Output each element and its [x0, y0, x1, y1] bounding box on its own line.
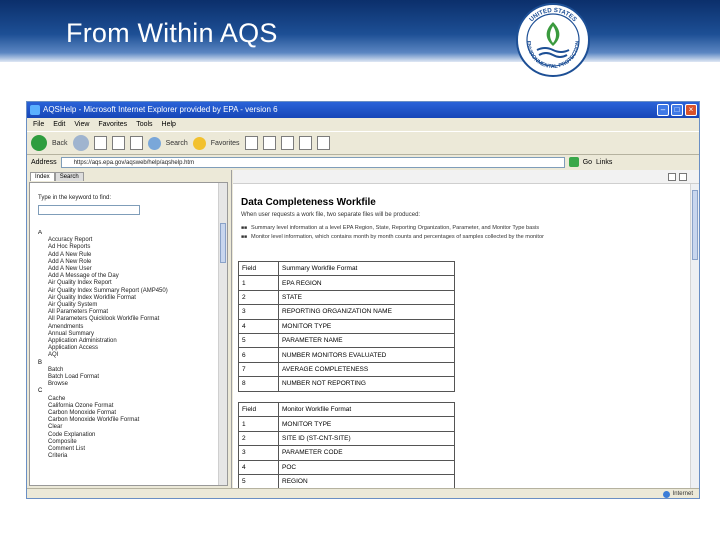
status-zone-label: Internet [672, 491, 693, 497]
table-header-format: Monitor Workfile Format [279, 403, 455, 417]
field-name-cell: PARAMETER CODE [279, 446, 455, 460]
index-item[interactable]: Application Administration [48, 338, 117, 345]
stop-icon[interactable] [94, 136, 107, 150]
menu-file[interactable]: File [33, 121, 45, 128]
index-item[interactable]: Accuracy Report [48, 237, 93, 244]
index-item[interactable]: Browse [48, 381, 69, 388]
go-label[interactable]: Go [582, 158, 593, 166]
index-item[interactable]: Comment List [48, 446, 86, 453]
index-item[interactable]: Amendments [48, 323, 84, 330]
content-scroll-thumb[interactable] [692, 190, 698, 260]
index-item[interactable]: Code Explanation [48, 431, 96, 438]
search-icon[interactable] [148, 137, 161, 150]
index-item[interactable]: Criteria [48, 453, 68, 460]
field-number-cell: 1 [239, 276, 279, 290]
doc-bullet-text: Summary level information at a level EPA Region, State, Reporting Organization, Parameter, and Monitor Type basis [251, 225, 540, 231]
menu-view[interactable]: View [74, 121, 90, 128]
field-number-cell: 1 [239, 417, 279, 431]
index-item[interactable]: Cache [48, 395, 66, 402]
index-item[interactable]: Ad Hoc Reports [48, 244, 91, 251]
index-scrollbar[interactable] [218, 183, 227, 485]
summary-workfile-table [238, 261, 455, 392]
folder-icon[interactable] [317, 136, 330, 150]
table-header-field: Field [239, 403, 279, 417]
doc-title: Data Completeness Workfile [241, 197, 376, 208]
close-button[interactable]: × [685, 104, 697, 116]
tab-index[interactable]: Index [30, 172, 55, 181]
table-header-row [239, 403, 455, 417]
index-item[interactable]: Add A Message of the Day [48, 273, 119, 280]
field-name-cell: MONITOR TYPE [279, 417, 455, 431]
field-name-cell: STATE [279, 290, 455, 304]
index-item[interactable]: Composite [48, 438, 77, 445]
help-content-pane [233, 170, 699, 488]
bullet-icon: ■■ [241, 234, 248, 240]
field-number-cell: 3 [239, 305, 279, 319]
address-input[interactable]: https://aqs.epa.gov/aqsweb/help/aqshelp.htm [61, 157, 565, 168]
home-icon[interactable] [130, 136, 143, 150]
svg-text:UNITED STATES: UNITED STATES [528, 6, 578, 24]
address-label: Address [31, 158, 57, 166]
index-scroll-thumb[interactable] [220, 223, 226, 263]
index-letter-heading: B [38, 359, 43, 366]
field-name-cell: NUMBER MONITORS EVALUATED [279, 348, 455, 362]
window-title: AQSHelp - Microsoft Internet Explorer provided by EPA - version 6 [43, 105, 278, 114]
field-number-cell: 4 [239, 460, 279, 474]
favorites-label[interactable]: Favorites [210, 139, 240, 147]
field-number-cell: 5 [239, 333, 279, 347]
index-item[interactable]: Add A New Role [48, 258, 92, 265]
window-titlebar [27, 102, 699, 118]
index-item[interactable]: Carbon Monoxide Workfile Format [48, 417, 140, 424]
field-name-cell: EPA REGION [279, 276, 455, 290]
status-zone [663, 489, 693, 499]
menu-favorites[interactable]: Favorites [98, 121, 128, 128]
table-row [239, 362, 455, 376]
epa-seal-logo [515, 2, 591, 78]
slide-header [0, 0, 720, 62]
index-list [38, 230, 213, 486]
index-item[interactable]: Add A New Rule [48, 251, 92, 258]
keyword-input[interactable] [38, 205, 140, 215]
table-header-field: Field [239, 262, 279, 276]
address-bar [27, 155, 699, 169]
field-number-cell: 2 [239, 431, 279, 445]
forward-arrow-icon[interactable] [73, 135, 89, 151]
doc-bullet-text: Monitor level information, which contains month by month counts and percentages of samples collected by the monitor [251, 234, 544, 240]
favorites-star-icon[interactable] [193, 137, 206, 150]
index-item[interactable]: Air Quality Index Workfile Format [48, 294, 136, 301]
table-row [239, 446, 455, 460]
help-index-pane [27, 170, 232, 488]
status-bar [27, 488, 699, 499]
menu-edit[interactable]: Edit [53, 121, 66, 128]
field-number-cell: 5 [239, 474, 279, 488]
field-name-cell: SITE ID (ST-CNT-SITE) [279, 431, 455, 445]
table-row [239, 417, 455, 431]
content-toolbar [233, 170, 699, 184]
tab-search[interactable]: Search [55, 172, 84, 181]
index-letter-heading: C [38, 388, 43, 395]
minimize-button[interactable]: – [657, 104, 669, 116]
keyword-label: Type in the keyword to find: [38, 195, 112, 201]
index-item[interactable]: Add A New User [48, 266, 92, 273]
toolbar [27, 131, 699, 155]
index-item[interactable]: Annual Summary [48, 330, 95, 337]
table-row [239, 305, 455, 319]
links-label[interactable]: Links [596, 158, 613, 166]
table-row [239, 333, 455, 347]
doc-bullet [241, 233, 681, 242]
table-header-format: Summary Workfile Format [279, 262, 455, 276]
index-item[interactable]: Air Quality System [48, 302, 98, 309]
menu-bar [27, 118, 699, 131]
menu-tools[interactable]: Tools [136, 121, 153, 128]
content-tool-icons [668, 173, 687, 181]
table-row [239, 276, 455, 290]
index-item[interactable]: Clear [48, 424, 63, 431]
field-number-cell: 8 [239, 377, 279, 391]
maximize-button[interactable]: □ [671, 104, 683, 116]
index-letter-heading: A [38, 230, 43, 236]
index-pane-body [29, 182, 228, 486]
back-arrow-icon[interactable] [31, 135, 47, 151]
field-name-cell: REPORTING ORGANIZATION NAME [279, 305, 455, 319]
index-item[interactable]: Carbon Monoxide Format [48, 410, 117, 417]
edit-icon[interactable] [299, 136, 312, 150]
ie-window [26, 101, 700, 499]
refresh-icon[interactable] [112, 136, 125, 150]
index-item[interactable]: Batch [48, 366, 64, 373]
doc-bullets [241, 224, 681, 242]
go-arrow-icon[interactable] [569, 157, 579, 167]
table-row [239, 290, 455, 304]
window-controls [657, 104, 697, 116]
monitor-workfile-table [238, 402, 455, 489]
field-number-cell: 6 [239, 348, 279, 362]
field-name-cell: NUMBER NOT REPORTING [279, 377, 455, 391]
prev-page-icon[interactable] [668, 173, 676, 181]
field-number-cell: 2 [239, 290, 279, 304]
index-item[interactable]: AQI [48, 352, 59, 359]
ie-app-icon [30, 105, 40, 115]
field-name-cell: MONITOR TYPE [279, 319, 455, 333]
index-item[interactable]: Application Access [48, 345, 99, 352]
table-row [239, 319, 455, 333]
doc-bullet [241, 224, 681, 233]
table-header-row [239, 262, 455, 276]
index-item[interactable]: All Parameters Quicklook Workfile Format [48, 316, 160, 323]
index-item[interactable]: Air Quality Index Report [48, 280, 112, 287]
internet-globe-icon [663, 491, 670, 498]
field-number-cell: 7 [239, 362, 279, 376]
search-label[interactable]: Search [165, 139, 188, 147]
doc-intro: When user requests a work file, two separate files will be produced: [241, 212, 421, 218]
table-row [239, 431, 455, 445]
field-number-cell: 4 [239, 319, 279, 333]
bullet-icon: ■■ [241, 225, 248, 231]
next-page-icon[interactable] [679, 173, 687, 181]
svg-text:ENVIRONMENTAL PROTECTION: ENVIRONMENTAL PROTECTION [524, 40, 582, 71]
table-row [239, 348, 455, 362]
index-item[interactable]: All Parameters Format [48, 309, 109, 316]
field-name-cell: PARAMETER NAME [279, 333, 455, 347]
mail-icon[interactable] [263, 136, 276, 150]
menu-help[interactable]: Help [161, 121, 176, 128]
index-item[interactable]: Batch Load Format [48, 374, 100, 381]
field-name-cell: POC [279, 460, 455, 474]
field-name-cell: AVERAGE COMPLETENESS [279, 362, 455, 376]
table-row [239, 377, 455, 391]
field-name-cell: REGION [279, 474, 455, 488]
table-row [239, 460, 455, 474]
back-label[interactable]: Back [52, 139, 68, 147]
content-scrollbar[interactable] [690, 184, 699, 488]
pane-tabs [30, 172, 84, 181]
history-icon[interactable] [245, 136, 258, 150]
print-icon[interactable] [281, 136, 294, 150]
index-item[interactable]: Air Quality Index Summary Report (AMP450) [48, 287, 168, 294]
slide-title: From Within AQS [66, 18, 278, 48]
field-number-cell: 3 [239, 446, 279, 460]
index-item[interactable]: California Ozone Format [48, 402, 114, 409]
table-row [239, 474, 455, 488]
